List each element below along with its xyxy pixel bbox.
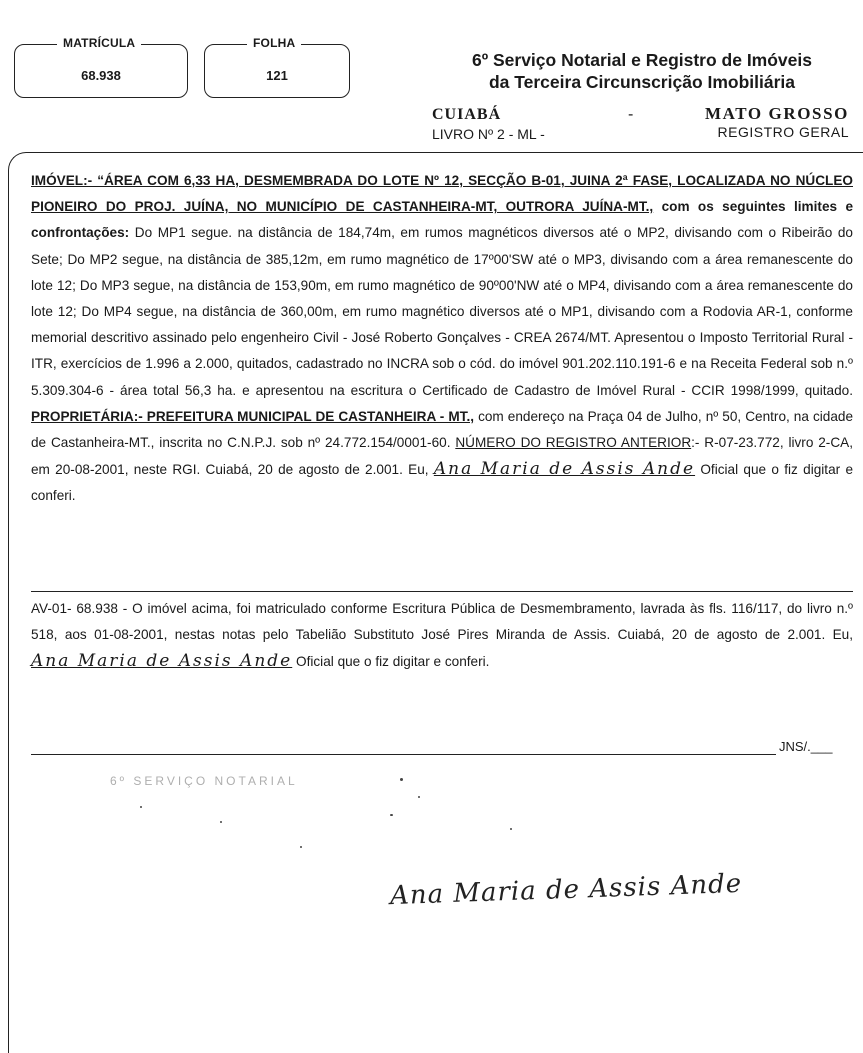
annotation-record [31,596,853,676]
city-separator: - [628,106,634,123]
folha-box [204,36,350,98]
previous-registry-label: NÚMERO DO REGISTRO ANTERIOR [455,435,692,451]
official-closing: Oficial que o fiz digitar e conferi. [31,462,854,504]
registry-type: REGISTRO GERAL [717,124,849,140]
matricula-label: MATRÍCULA [57,36,141,50]
section-divider [31,591,853,592]
annotation-signature: Ana Maria de Assis Ande [31,651,293,672]
typist-initials: JNS/.___ [779,739,833,754]
annotation-text: AV-01- 68.938 - O imóvel acima, foi matriculado conforme Escritura Pública de Desmembramento, lavrada às fls. 116/117, do livro n.º 518, aos 01-08-2001, nestas notas pelo Tabelião Substituto José Pires Miranda de Assis. Cuiabá, 20 de agosto de 2.001. Eu, [31,601,853,643]
stamp-text: 6º SERVIÇO NOTARIAL [110,774,298,788]
folha-value: 121 [266,68,288,83]
owner-label: PROPRIETÁRIA:- PREFEITURA MUNICIPAL DE CASTANHEIRA - MT., [31,408,475,424]
annotation-closing-2: que o fiz digitar e conferi. [337,654,490,670]
annotation-closing-1: Oficial [296,654,334,670]
office-subtitle: da Terceira Circunscrição Imobiliária [488,72,796,92]
folha-label: FOLHA [247,36,301,50]
property-record [31,168,853,510]
property-description: Do MP1 segue. na distância de 184,74m, em rumos magnéticos diversos até o MP2, divisando com o Ribeirão do Sete; Do MP2 segue, na distância de 385,12m, em rumo magnético de 17º00'SW até o MP3, divisando com a área remanescente do lote 12; Do MP3 segue, na distância de 153,90m, em rumo magnético de 90º00'NW até o MP4, divisando com a área remanescente do lote 12; Do MP4 segue, na distância de 360,00m, em rumo magnético diversos até o MP1, divisando com a Rodovia AR-1, conforme memorial descritivo assinado pelo engenheiro Civil - José Roberto Gonçalves - CREA 2674/MT. Apresentou o Imposto Territorial Rural - ITR, exercícios de 1.996 a 2.000, quitados, cadastrado no INCRA sob o cód. do imóvel 901.202.110.191-6 e na Receita Federal sob n.º 5.309.304-6 - área total 56,3 ha. e apresentou na escritura o Certificado de Cadastro de Imóvel Rural - CCIR 1998/1999, quitado. [31,225,853,398]
property-title: IMÓVEL:- “ÁREA COM 6,33 HA, DESMEMBRADA DO LOTE Nº 12, SECÇÃO B-01, JUINA 2ª FASE, LOCALIZADA NO NÚCLEO PIONEIRO DO PROJ. JUÍNA, NO MUNICÍPIO DE CASTANHEIRA-MT, OUTRORA JUÍNA-MT., [31,173,853,215]
stamp-signature: Ana Maria de Assis Ande [389,868,743,912]
book-number: LIVRO Nº 2 - ML - [432,126,545,142]
limits-intro: com os seguintes limites e confrontações: [31,199,854,241]
owner-details: com endereço na Praça 04 de Julho, nº 50, Centro, na cidade de Castanheira-MT., inscrita no C.N.P.J. sob nº 24.772.154/0001-60. [31,408,853,451]
state: MATO GROSSO [704,104,849,123]
office-title: 6º Serviço Notarial e Registro de Imóveis [472,50,812,70]
footer-divider [31,754,776,755]
matricula-box [14,36,188,98]
city: CUIABÁ [432,106,502,123]
matricula-value: 68.938 [81,68,121,83]
previous-registry-details: :- R-07-23.772, livro 2-CA, em 20-08-2001, neste RGI. Cuiabá, 20 de agosto de 2.001. Eu, [31,435,853,478]
official-signature: Ana Maria de Assis Ande [433,459,696,480]
